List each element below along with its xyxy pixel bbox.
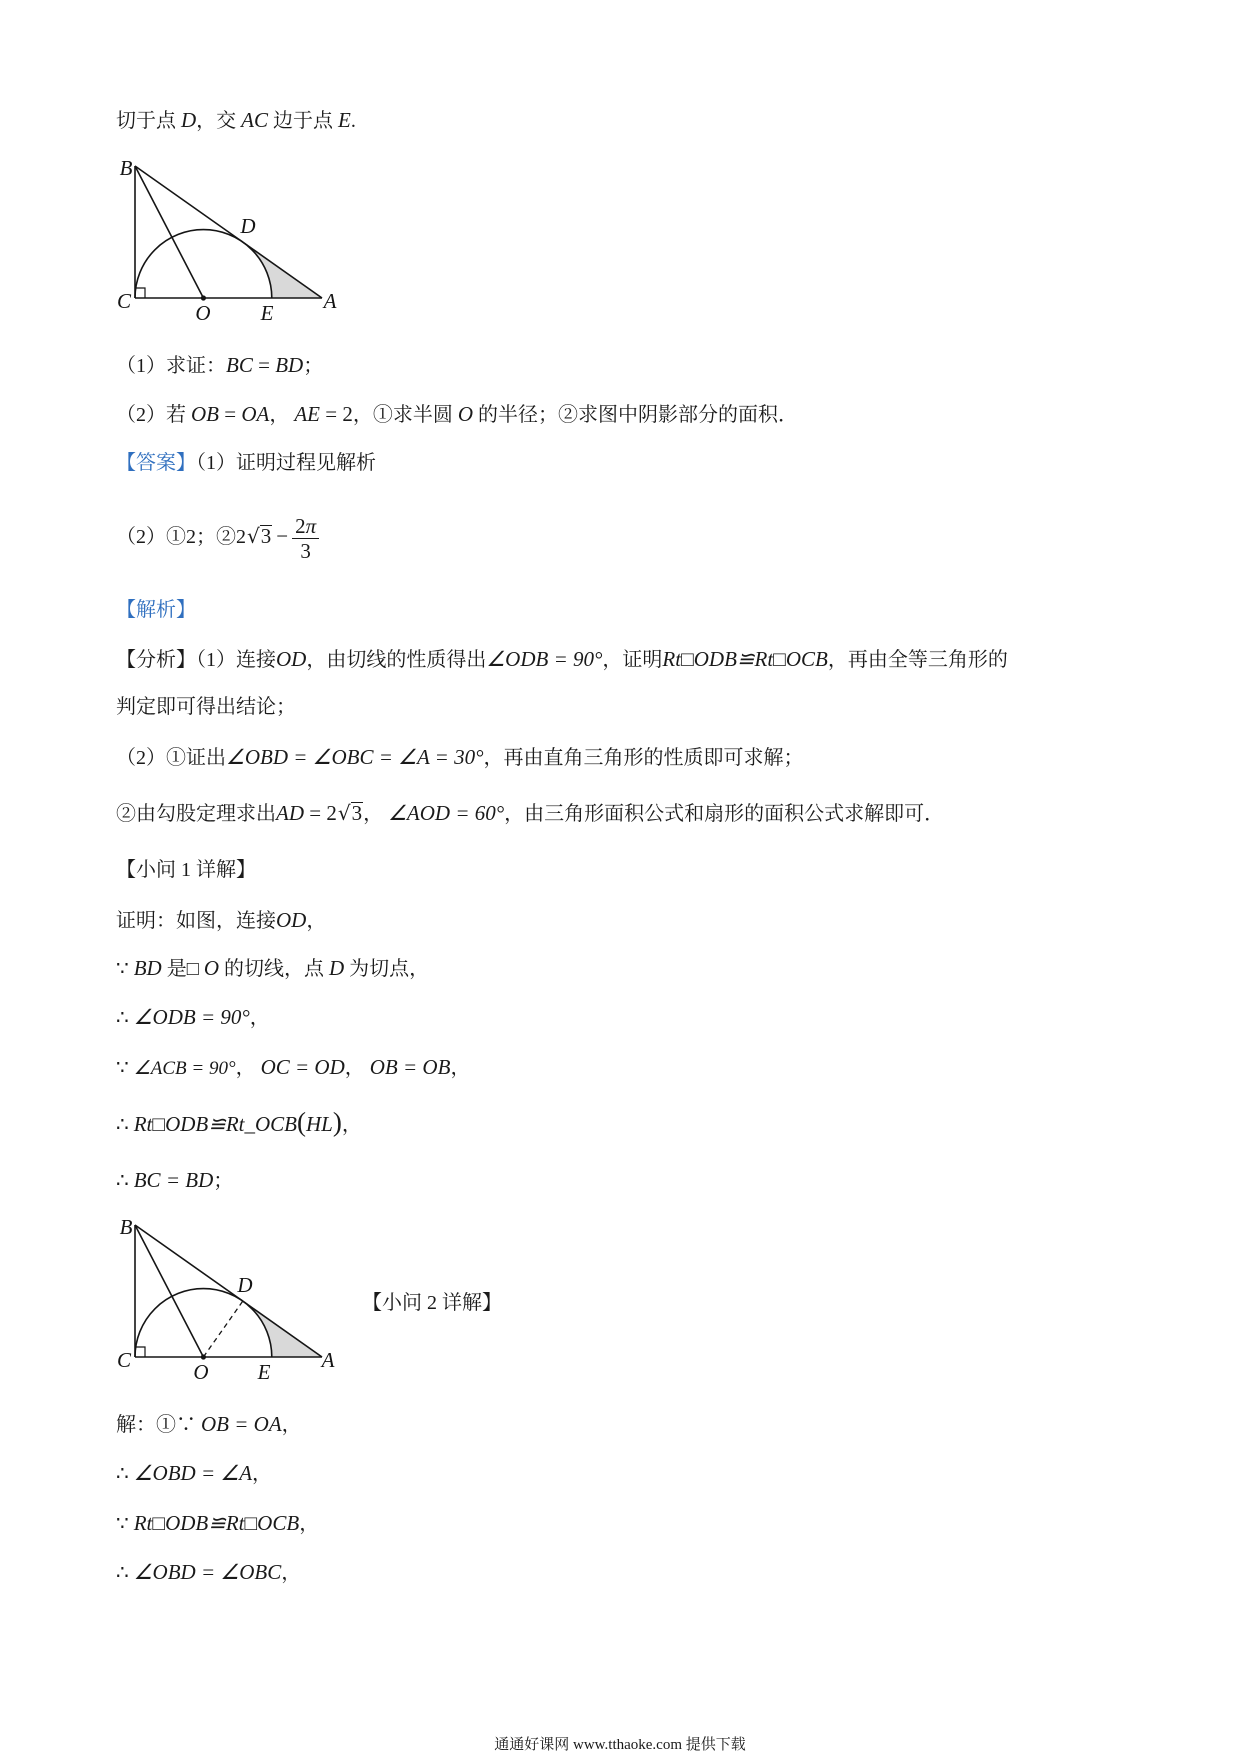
math-operator: − bbox=[276, 524, 289, 548]
right-angle-mark bbox=[135, 288, 145, 298]
fraction-numerator bbox=[292, 514, 319, 539]
math-expression: BC = BD bbox=[133, 1168, 214, 1192]
math-operator: = bbox=[252, 353, 276, 377]
line-solution-2 bbox=[116, 1460, 272, 1487]
analysis-heading bbox=[116, 597, 196, 623]
line-answer-2 bbox=[116, 505, 319, 568]
geometry-figure-2 bbox=[100, 1207, 350, 1387]
math-variable: BC bbox=[226, 353, 253, 377]
segment-bo bbox=[135, 1225, 203, 1357]
text-run: ∴ bbox=[116, 1562, 134, 1584]
line-problem-intro bbox=[116, 107, 356, 134]
math-expression: ∠AOD = 60° bbox=[388, 801, 505, 825]
math-operator: = 2 bbox=[320, 402, 353, 426]
math-variable: HL bbox=[306, 1112, 333, 1136]
label-e: E bbox=[257, 1360, 271, 1384]
text-run: ∵ bbox=[116, 1513, 134, 1535]
line-proof-6 bbox=[116, 1167, 233, 1194]
math-expression: ∠ODB = 90° bbox=[133, 1005, 250, 1029]
sqrt-radicand: 3 bbox=[260, 524, 272, 548]
math-variable: OD bbox=[276, 647, 307, 671]
line-question-2 bbox=[116, 401, 798, 428]
text-run: ， bbox=[363, 803, 389, 825]
math-expression: OB = OB bbox=[369, 1055, 451, 1079]
semicircle-arc bbox=[135, 230, 272, 298]
math-expression: OC = OD bbox=[260, 1055, 345, 1079]
text-run: 的半径；②求图中阴影部分的面积． bbox=[473, 404, 799, 426]
line-proof-1 bbox=[116, 907, 326, 934]
math-variable: π bbox=[305, 513, 317, 538]
math-variable: BD bbox=[133, 956, 162, 980]
math-variable: OB bbox=[191, 402, 219, 426]
text-run: （2）若 bbox=[116, 404, 191, 426]
text-run: ， bbox=[252, 1463, 273, 1485]
text-run: ， bbox=[249, 1007, 270, 1029]
math-expression: Rt□ODB≌Rt□OCB bbox=[662, 647, 828, 671]
label-a: A bbox=[323, 289, 337, 313]
math-expression: ∠ACB = 90° bbox=[133, 1058, 236, 1079]
text-run: ， bbox=[299, 1513, 320, 1535]
page-footer: 通通好课网 www.tthaoke.com 提供下载 bbox=[494, 1737, 746, 1753]
text-run: 【小问 2 详解】 bbox=[362, 1292, 502, 1314]
sqrt-symbol: √ bbox=[247, 524, 260, 548]
math-variable: D bbox=[181, 108, 197, 132]
line-solution-1 bbox=[116, 1411, 302, 1438]
text-run: （1）证明过程见解析 bbox=[196, 452, 376, 474]
line-proof-3 bbox=[116, 1004, 270, 1031]
text-run: （1）求证： bbox=[116, 355, 226, 377]
text-run: ； bbox=[303, 355, 324, 377]
text-run: 边于点 bbox=[268, 110, 339, 132]
right-angle-mark bbox=[135, 1347, 145, 1357]
text-run: ， bbox=[450, 1057, 471, 1079]
text-run: ，①求半圆 bbox=[352, 404, 458, 426]
text-run: ∴ bbox=[116, 1463, 134, 1485]
label-o: O bbox=[193, 1360, 209, 1384]
label-d: D bbox=[237, 1273, 253, 1297]
text-run: 的切线，点 bbox=[219, 958, 329, 980]
text-run: 切于点 bbox=[116, 110, 181, 132]
fraction bbox=[292, 514, 319, 563]
text-run: 为切点， bbox=[344, 958, 430, 980]
text-run: ，由三角形面积公式和扇形的面积公式求解即可． bbox=[504, 803, 945, 825]
text-run: 【分析】（1）连接 bbox=[116, 649, 276, 671]
heading-part-2 bbox=[362, 1290, 502, 1316]
math-variable: OD bbox=[276, 908, 307, 932]
text-run: ； bbox=[213, 1170, 234, 1192]
sqrt-symbol: √ bbox=[337, 801, 351, 825]
text-run: 是□ bbox=[161, 958, 204, 980]
math-expression: ∠OBD = ∠A bbox=[133, 1461, 253, 1485]
label-e: E bbox=[260, 301, 274, 325]
label-a: A bbox=[321, 1348, 335, 1372]
text-run: ∴ bbox=[116, 1170, 134, 1192]
label-b: B bbox=[119, 1215, 133, 1239]
line-answer-1 bbox=[116, 450, 376, 476]
center-point-o bbox=[201, 295, 206, 300]
math-number: 2 bbox=[295, 513, 306, 538]
math-expression: Rt□ODB≌Rt□OCB bbox=[133, 1511, 300, 1535]
text-run: ，再由全等三角形的 bbox=[827, 649, 1008, 671]
segment-ba bbox=[135, 166, 322, 298]
math-operator: = bbox=[219, 402, 242, 426]
text-run: ，证明 bbox=[602, 649, 663, 671]
math-expression: ∠ODB = 90° bbox=[486, 647, 603, 671]
text-run: ， bbox=[344, 1057, 370, 1079]
line-proof-4 bbox=[116, 1054, 470, 1082]
text-run: ， bbox=[281, 1562, 302, 1584]
text-run: （2）①2；②2 bbox=[116, 526, 246, 548]
math-expression: Rt□ODB≌Rt_OCB bbox=[133, 1112, 297, 1136]
text-run: 【小问 1 详解】 bbox=[116, 859, 256, 881]
math-variable: AD bbox=[276, 801, 304, 825]
text-run: ②由勾股定理求出 bbox=[116, 803, 276, 825]
text-run: ，再由直角三角形的性质即可求解； bbox=[483, 747, 804, 769]
line-question-1 bbox=[116, 352, 323, 379]
line-analysis-1 bbox=[116, 646, 1008, 673]
text-run: ∵ bbox=[116, 1057, 134, 1079]
label-o: O bbox=[195, 301, 211, 325]
text-run: 证明：如图，连接 bbox=[116, 910, 276, 932]
label-b: B bbox=[119, 156, 133, 180]
math-variable: D bbox=[329, 956, 345, 980]
text-run: ，交 bbox=[196, 110, 242, 132]
center-point-o bbox=[201, 1354, 206, 1359]
math-variable: AE bbox=[294, 402, 320, 426]
math-variable: OA bbox=[241, 402, 270, 426]
geometry-figure-1 bbox=[100, 148, 350, 328]
text-run: ， bbox=[306, 910, 327, 932]
line-proof-5 bbox=[116, 1109, 362, 1138]
text-run: 【解析】 bbox=[116, 599, 196, 621]
segment-ba bbox=[135, 1225, 322, 1357]
label-c: C bbox=[116, 1348, 132, 1372]
math-variable: O bbox=[457, 402, 474, 426]
line-solution-3 bbox=[116, 1510, 319, 1537]
text-run: ∴ bbox=[116, 1007, 134, 1029]
text-run: ， bbox=[341, 1114, 362, 1136]
text-run: ，由切线的性质得出 bbox=[306, 649, 487, 671]
line-analysis-1-cont bbox=[116, 694, 296, 720]
math-paren-open: ( bbox=[297, 1107, 306, 1137]
text-run: . bbox=[350, 110, 356, 132]
text-run: ， bbox=[235, 1057, 261, 1079]
line-analysis-3 bbox=[116, 800, 944, 827]
math-variable: BD bbox=[275, 353, 304, 377]
line-analysis-2 bbox=[116, 744, 804, 771]
text-run: 解：①∵ bbox=[116, 1414, 201, 1436]
math-expression: ∠OBD = ∠OBC = ∠A = 30° bbox=[226, 745, 484, 769]
math-operator: = 2 bbox=[304, 801, 337, 825]
label-d: D bbox=[240, 214, 256, 238]
math-variable: AC bbox=[241, 108, 269, 132]
semicircle-arc bbox=[135, 1289, 272, 1357]
text-run: ， bbox=[281, 1414, 302, 1436]
answer-heading: 【答案】 bbox=[116, 452, 196, 474]
math-paren-close: ) bbox=[332, 1107, 342, 1137]
math-expression: ∠OBD = ∠OBC bbox=[133, 1560, 282, 1584]
math-variable: E bbox=[338, 108, 351, 132]
line-solution-4 bbox=[116, 1559, 301, 1586]
text-run: 判定即可得出结论； bbox=[116, 696, 296, 718]
text-run: （2）①证出 bbox=[116, 747, 226, 769]
text-run: ， bbox=[269, 404, 295, 426]
text-run: ∵ bbox=[116, 958, 134, 980]
math-expression: OB = OA bbox=[201, 1412, 282, 1436]
line-proof-2 bbox=[116, 955, 429, 982]
heading-part-1 bbox=[116, 857, 256, 883]
text-run: ∴ bbox=[116, 1114, 134, 1136]
label-c: C bbox=[116, 289, 132, 313]
math-variable: O bbox=[203, 956, 219, 980]
segment-bo bbox=[135, 166, 203, 298]
sqrt-radicand: 3 bbox=[351, 801, 363, 825]
segment-od-dashed bbox=[203, 1301, 242, 1357]
fraction-denominator: 3 bbox=[300, 538, 311, 563]
